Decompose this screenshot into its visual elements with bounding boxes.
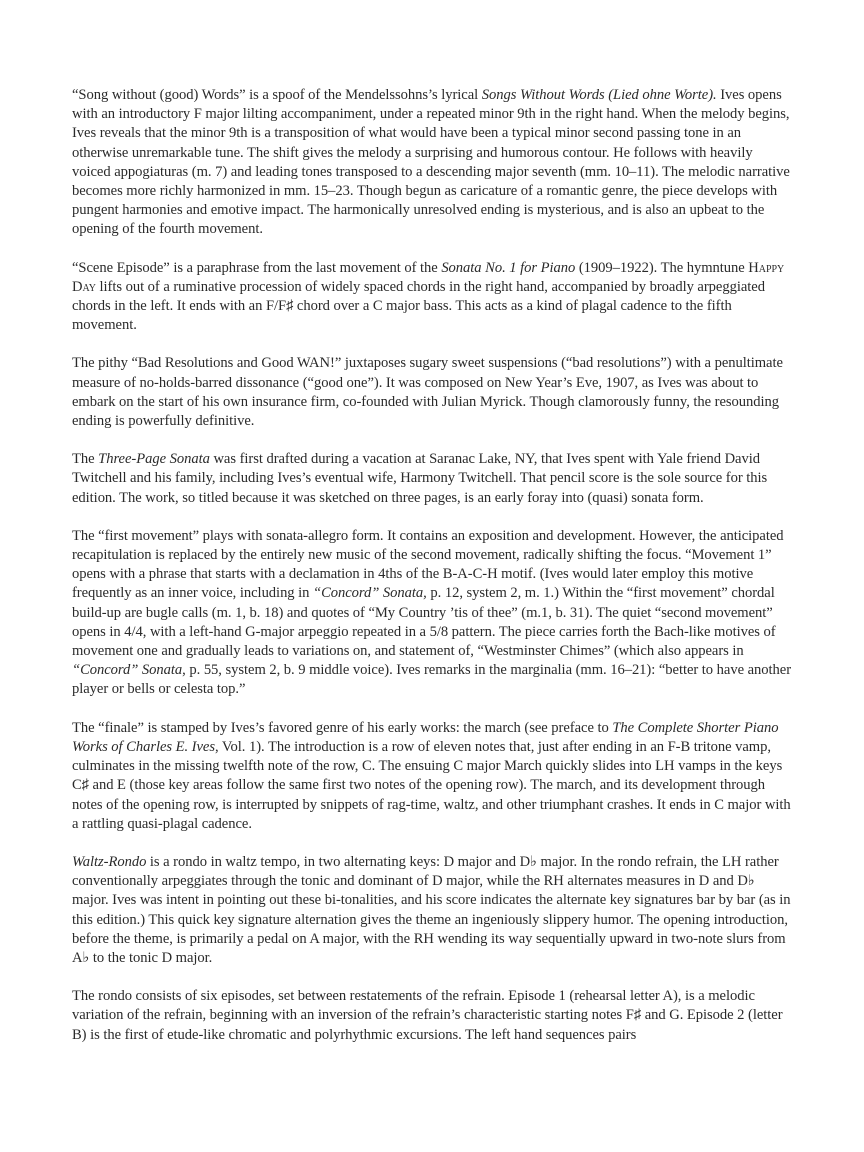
paragraph-three-page-sonata — [72, 450, 794, 508]
paragraph-rondo-episodes — [72, 987, 794, 1045]
text-run: The “first movement” plays with sonata-allegro form. It contains an exposition and development. However, the anticipated recapitulation is replaced by the entirely new music of the second movement, radically shifting the focus. “Movement 1” opens with a phrase that starts with a declamation in 4ths of the B-A-C-H motif. (Ives would later employ this motive frequently as an inner voice, including in — [72, 527, 784, 602]
text-run: , Vol. 1). The introduction is a row of eleven notes that, just after ending in an F-B tritone vamp, culminates in the missing twelfth note of the row, C. The ensuing C major March quickly slides into LH vamps in the keys C♯ and E (those key areas follow the same first two notes of the opening row). The march, and its development through notes of the opening row, is interrupted by snippets of rag-time, waltz, and other triumphant crashes. It ends in C major with a rattling quasi-plagal cadence. — [72, 738, 791, 832]
text-run: “Scene Episode” is a paraphrase from the last movement of the — [72, 259, 442, 276]
text-run: was first drafted during a vacation at Saranac Lake, NY, that Ives spent with Yale friend David Twitchell and his family, including Ives’s eventual wife, Harmony Twitchell. That pencil score is the sole source for this edition. The work, so titled because it was sketched on three pages, is an early foray into (quasi) sonata form. — [72, 451, 768, 506]
text-run: lifts out of a ruminative procession of widely spaced chords in the right hand, accompanied by broadly arpeggiated chords in the left. It ends with an F/F♯ chord over a C major bass. This acts as a kind of plagal cadence to the fifth movement. — [72, 278, 765, 334]
small-caps-title: Happy Day — [72, 259, 785, 295]
text-run: p. 12, system 2, m. 1.) Within the “first movement” chordal build-up are bugle calls (m. 1, b. 18) and quotes of “My Country ’tis of thee” (m.1, b. 31). The quiet “second movement” opens in 4/4, with a left-hand G-major arpeggio repeated in a 5/8 pattern. The piece carries forth the Bach-like motives of movement one and gradually leads to variations on, and statement of, “Westminster Chimes” (which also appears in — [72, 585, 776, 660]
text-run: , p. 55, system 2, b. 9 middle voice). Ives remarks in the marginalia (mm. 16–21): “better to have another player or bells or celesta top.” — [72, 662, 792, 698]
paragraph-song-without-words — [72, 86, 794, 240]
paragraph-scene-episode — [72, 259, 794, 336]
paragraph-finale — [72, 719, 794, 834]
italic-title: Sonata No. 1 for Piano — [441, 259, 576, 276]
paragraph-first-movement — [72, 527, 794, 700]
text-run: The pithy “Bad Resolutions and Good WAN!” juxtaposes sugary sweet suspensions (“bad resolutions”) with a penultimate measure of no-holds-barred dissonance (“good one”). It was composed on New Year’s Eve, 1907, as Ives was about to embark on the start of his own insurance firm, co-founded with Julian Myrick. Though clamorously funny, the resounding ending is powerfully definitive. — [72, 355, 783, 430]
text-run: The — [72, 451, 99, 468]
paragraph-bad-resolutions — [72, 354, 794, 431]
text-run: “Song without (good) Words” is a spoof of the Mendelssohns’s lyrical — [72, 87, 482, 103]
text-run: (1909–1922). The hymntune — [575, 259, 749, 276]
text-run: is a rondo in waltz tempo, in two alternating keys: D major and D♭ major. In the rondo refrain, the LH rather conventionally arpeggiates through the tonic and dominant of D major, while the RH alternates measures in D and D♭ major. Ives was intent in pointing out these bi-tonalities, and his score indicates the alternate key signatures bar by bar (as in this edition.) This quick key signature alternation gives the theme an ingeniously slippery humor. The opening introduction, before the theme, is primarily a pedal on A major, with the RH wending its way sequentially upward in two-note slurs from A♭ to the tonic D major. — [72, 853, 791, 966]
document-body — [72, 86, 794, 1064]
italic-title: Three-Page Sonata — [98, 451, 210, 468]
text-run: The “finale” is stamped by Ives’s favored genre of his early works: the march (see preface to — [72, 719, 613, 736]
italic-title: Waltz-Rondo — [72, 853, 147, 870]
paragraph-waltz-rondo — [72, 853, 794, 968]
italic-title: Songs Without Words (Lied ohne Worte). — [481, 87, 717, 103]
text-run: Ives opens with an introductory F major lilting accompaniment, under a repeated minor 9th in the right hand. When the melody begins, Ives reveals that the minor 9th is a transposition of what would have been a typical minor second passing tone in an otherwise unremarkable tune. The shift gives the melody a surprising and humorous contour. He follows with heavily voiced appogiaturas (m. 7) and leading tones transposed to a descending major seventh (mm. 10–11). The melodic narrative becomes more richly harmonized in mm. 15–23. Though begun as caricature of a romantic genre, the piece develops with pungent harmonies and emotive impact. The harmonically unresolved ending is mysterious, and is also an upbeat to the opening of the fourth movement. — [72, 87, 790, 238]
text-run: The rondo consists of six episodes, set between restatements of the refrain. Episode 1 (rehearsal letter A), is a melodic variation of the refrain, beginning with an inversion of the refrain’s characteristic starting notes F♯ and G. Episode 2 (letter B) is the first of etude-like chromatic and polyrhythmic excursions. The left hand sequences pairs — [72, 988, 783, 1043]
italic-title: “Concord” Sonata, — [313, 585, 427, 602]
italic-title: The Complete Shorter Piano Works of Charles E. Ives — [72, 719, 779, 755]
italic-title: “Concord” Sonata — [72, 662, 183, 679]
